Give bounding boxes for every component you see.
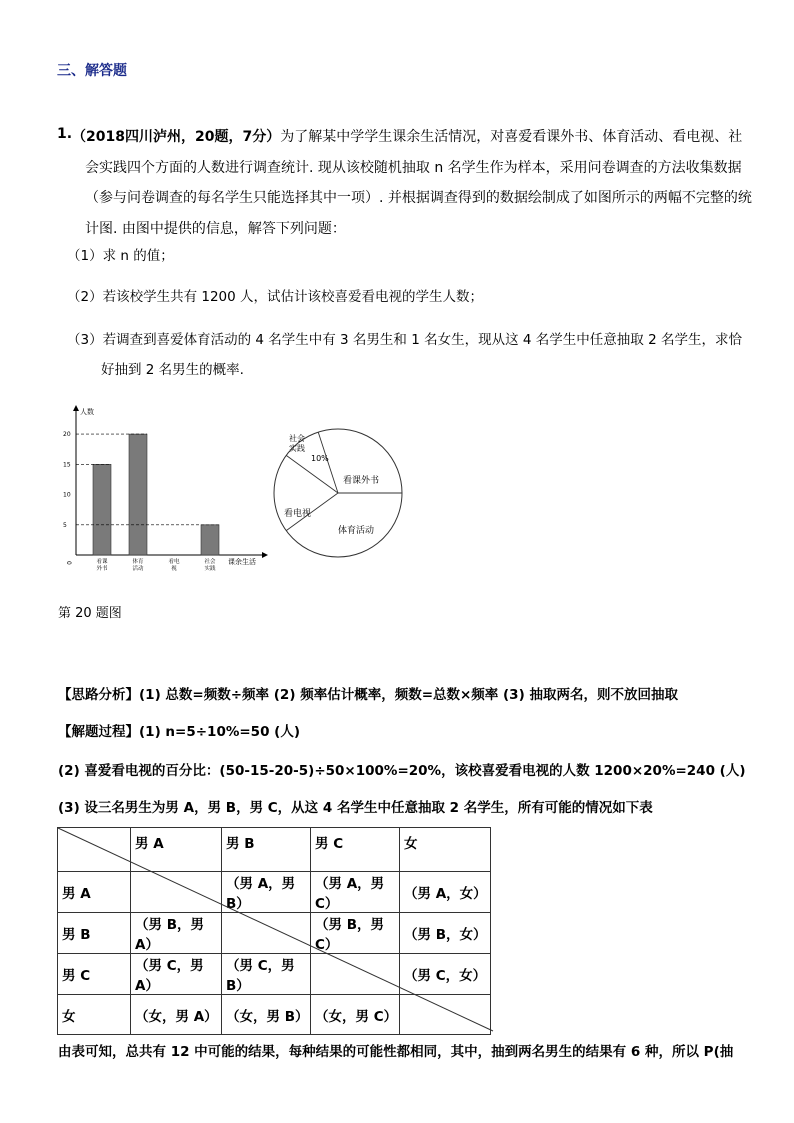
subquestion-3-line2: 好抽到 2 名男生的概率.: [101, 362, 244, 378]
question-source: （2018四川泸州，20题，7分）: [72, 129, 281, 145]
table-cell: （男 B，男 C）: [311, 913, 400, 954]
solution-step-1: (1) n=5÷10%=50 (人): [139, 724, 301, 740]
y-tick-label: 10: [63, 491, 71, 499]
table-cell: （男 C，男 A）: [131, 954, 222, 995]
subquestion-2: （2）若该校学生共有 1200 人，试估计该校喜爱看电视的学生人数；: [67, 289, 484, 305]
question-line1: 为了解某中学学生课余生活情况，对喜爱看课外书、体育活动、看电视、社: [280, 129, 743, 145]
analysis-label: 【思路分析】: [58, 687, 139, 703]
row-label: 男 C: [58, 954, 131, 995]
x-tick-label: 活动: [132, 566, 144, 572]
header-cell: 男 C: [311, 828, 400, 872]
pie-label-sports: 体育活动: [338, 526, 375, 536]
analysis-text: (1) 总数=频数÷频率 (2) 频率估计概率，频数=总数×频率 (3) 抽取两名，则不放回抽取: [139, 687, 678, 703]
pie-chart: [268, 420, 408, 565]
solution-step-3: (3) 设三名男生为男 A，男 B，男 C，从这 4 名学生中任意抽取 2 名学生，所有可能的情况如下表: [58, 800, 653, 816]
x-tick-label: 体育: [132, 559, 144, 565]
question-line2: 会实践四个方面的人数进行调查统计. 现从该校随机抽取 n 名学生作为样本，采用问卷调查的方法收集数据: [85, 160, 742, 176]
pie-label-social-2: 实践: [289, 444, 305, 453]
subquestion-3-line1: （3）若调查到喜爱体育活动的 4 名学生中有 3 名男生和 1 名女生，现从这 4 名学生中任意抽取 2 名学生，求恰: [67, 332, 742, 348]
analysis-line: [58, 683, 678, 703]
table-cell: （男 B，女）: [400, 913, 491, 954]
table-cell: （男 C，女）: [400, 954, 491, 995]
pie-label-tv: 看电视: [284, 509, 312, 519]
header-cell: 女: [400, 828, 491, 872]
table-cell: （男 B，男 A）: [131, 913, 222, 954]
conclusion-text: 由表可知，总共有 12 中可能的结果，每种结果的可能性都相同，其中，抽到两名男生的结果有 6 种，所以 P(抽: [58, 1044, 734, 1060]
subquestion-1: （1）求 n 的值；: [67, 248, 174, 264]
table-cell: （男 C，男 B）: [222, 954, 311, 995]
x-tick-label: 社会: [204, 559, 216, 565]
pie-label-books: 看课外书: [343, 476, 380, 486]
bar-3: [201, 525, 219, 555]
section-title: 三、解答题: [57, 63, 127, 79]
x-axis-label: 课余生活: [228, 558, 256, 566]
question-line3: （参与问卷调查的每名学生只能选择其中一项）. 并根据调查得到的数据绘制成了如图所示的两幅不完整的统: [85, 190, 752, 206]
y-tick-label: 15: [63, 461, 71, 469]
table-cell: （女，男 C）: [311, 995, 400, 1035]
y-tick-label: 5: [63, 521, 67, 529]
table-cell: （女，男 A）: [131, 995, 222, 1035]
pie-label-social-1: 社会: [289, 434, 305, 443]
bar-0: [93, 464, 111, 555]
row-label: 男 A: [58, 872, 131, 913]
x-tick-label: 视: [171, 566, 177, 572]
y-axis-label: 人数: [80, 408, 94, 416]
header-cell: 男 B: [222, 828, 311, 872]
x-tick-label: 实践: [204, 566, 216, 572]
bar-1: [129, 434, 147, 555]
figure-caption: 第 20 题图: [58, 606, 122, 621]
y-tick-label: 20: [63, 431, 71, 439]
table-cell: （男 A，男 C）: [311, 872, 400, 913]
table-cell: （男 A，女）: [400, 872, 491, 913]
x-tick-label: 看电: [168, 559, 180, 565]
table-cell: （男 A，男 B）: [222, 872, 311, 913]
question-number: 1.: [57, 126, 73, 142]
table-cell: （女，男 B）: [222, 995, 311, 1035]
x-tick-label: 外书: [96, 566, 108, 572]
row-label: 女: [58, 995, 131, 1035]
question-line4: 计图. 由图中提供的信息，解答下列问题：: [85, 221, 346, 237]
solution-step-2: (2) 喜爱看电视的百分比：(50-15-20-5)÷50×100%=20%，该校喜爱看电视的人数 1200×20%=240 (人): [58, 763, 746, 779]
question-first-line: [72, 126, 742, 146]
pie-label-percent: 10%: [311, 454, 329, 463]
origin-label: 0: [65, 561, 72, 565]
table-diagonal: [57, 827, 494, 1032]
x-tick-label: 看课: [96, 559, 108, 565]
solution-label: 【解题过程】: [58, 724, 139, 740]
solution-line: [58, 720, 300, 740]
row-label: 男 B: [58, 913, 131, 954]
header-cell: 男 A: [131, 828, 222, 872]
bar-chart: [60, 400, 275, 580]
